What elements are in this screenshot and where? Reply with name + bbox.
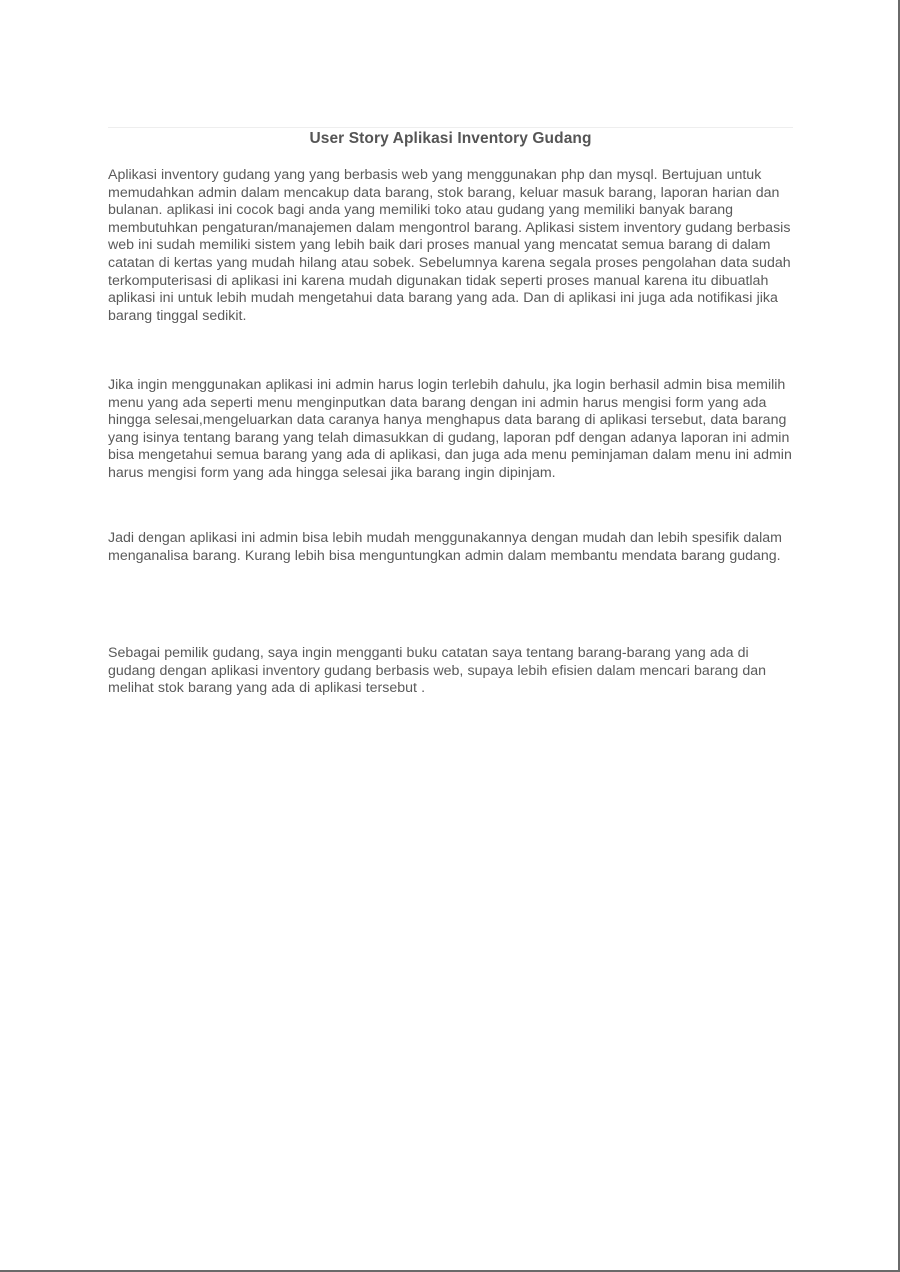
paragraph-description: Aplikasi inventory gudang yang yang berbasis web yang menggunakan php dan mysql. Bertujuan untuk memudahkan admin dalam mencakup data barang, stok barang, keluar masuk barang, laporan harian dan bulanan. aplikasi ini cocok bagi anda yang memiliki toko atau gudang yang memiliki banyak barang membutuhkan pengaturan/manajemen dalam mengontrol barang. Aplikasi sistem inventory gudang berbasis web ini sudah memiliki sistem yang lebih baik dari proses manual yang mencatat semua barang di dalam catatan di kertas yang mudah hilang atau sobek. Sebelumnya karena segala proses pengolahan data sudah terkomputerisasi di aplikasi ini karena mudah digunakan tidak seperti proses manual karena itu dibuatlah aplikasi ini untuk lebih mudah mengetahui data barang yang ada. Dan di aplikasi ini juga ada notifikasi jika barang tinggal sedikit.: [108, 167, 791, 324]
paragraph-conclusion: Jadi dengan aplikasi ini admin bisa lebih mudah menggunakannya dengan mudah dan lebih spesifik dalam menganalisa barang. Kurang lebih bisa menguntungkan admin dalam membantu mendata barang gudang.: [108, 530, 783, 564]
document-title: User Story Aplikasi Inventory Gudang: [108, 127, 793, 148]
paragraph-user-story: Sebagai pemilik gudang, saya ingin mengganti buku catatan saya tentang barang-barang yang ada di gudang dengan aplikasi inventory gudang berbasis web, supaya lebih efisien dalam mencari barang dan melihat stok barang yang ada di aplikasi tersebut .: [108, 645, 767, 697]
paragraph-usage: Jika ingin menggunakan aplikasi ini admin harus login terlebih dahulu, jka login berhasil admin bisa memilih menu yang ada seperti menu menginputkan data barang dengan ini admin harus mengisi form yang ada hingga selesai,mengeluarkan data caranya hanya menghapus data barang di aplikasi tersebut, data barang yang isinya tentang barang yang telah dimasukkan di gudang, laporan pdf dengan adanya laporan ini admin bisa mengetahui semua barang yang ada di aplikasi, dan juga ada menu peminjaman dalam menu ini admin harus mengisi form yang ada hingga selesai jika barang ingin dipinjam.: [108, 377, 792, 481]
